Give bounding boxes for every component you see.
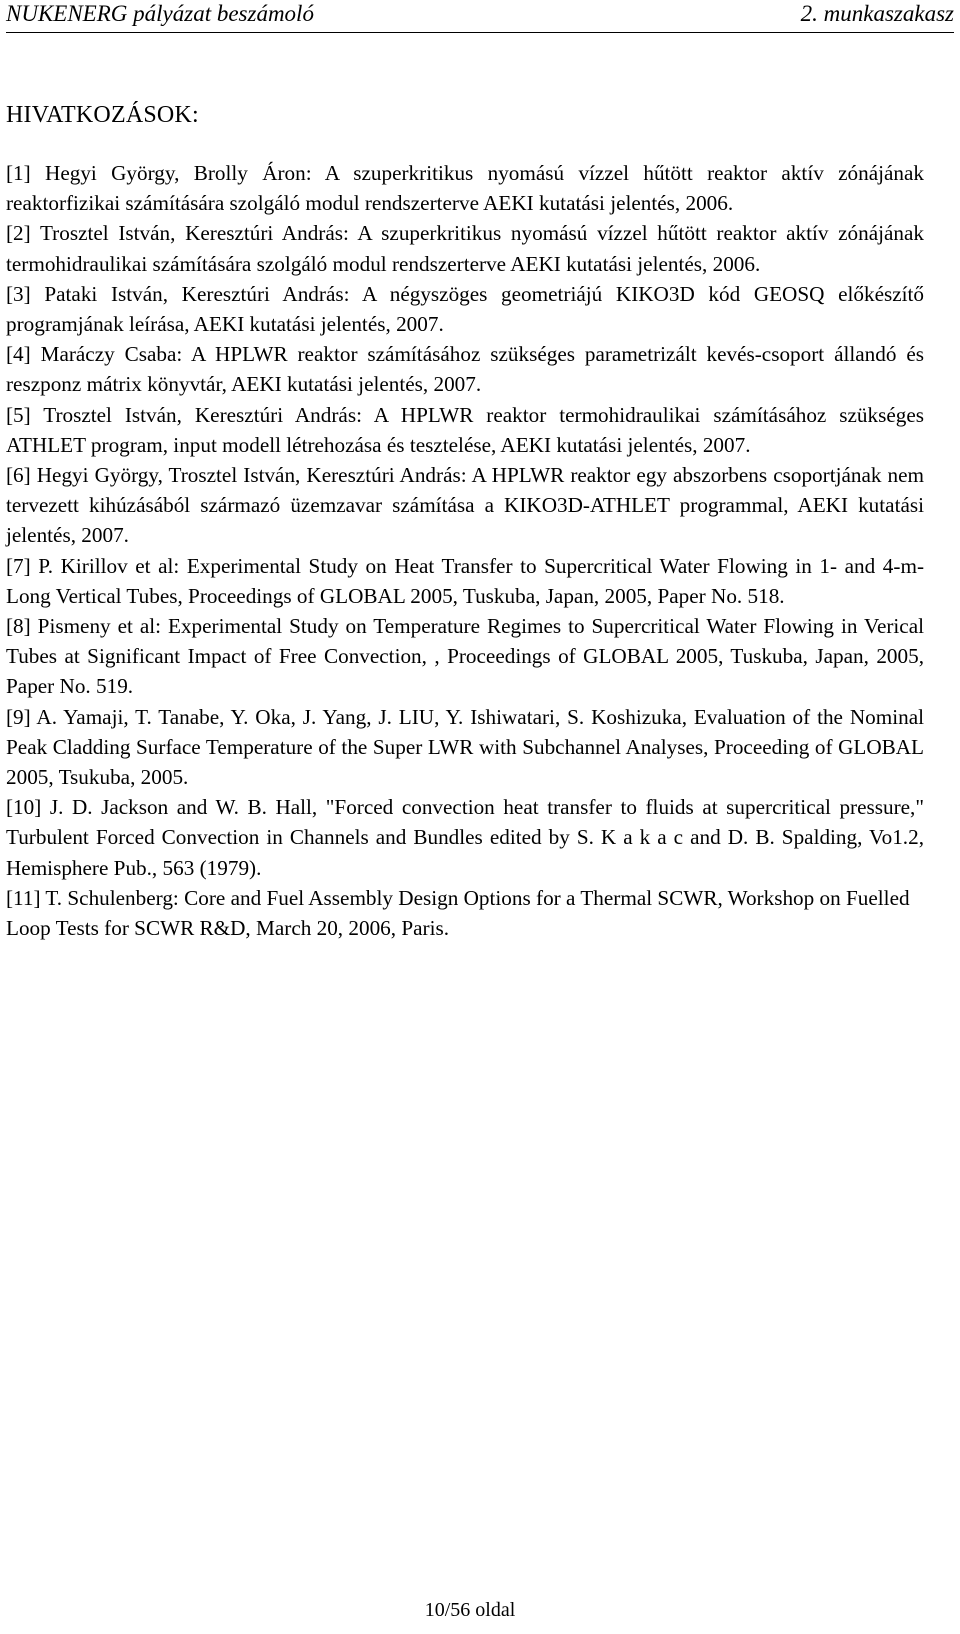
reference-item-3: [3] Pataki István, Keresztúri András: A négyszöges geometriájú KIKO3D kód GEOSQ előkészítő programjának leírása, AEKI kutatási jelentés, 2007. (6, 281, 924, 337)
header-right-title: 2. munkaszakasz (800, 1, 954, 26)
references-heading: HIVATKOZÁSOK: (6, 102, 199, 128)
reference-item-7: [7] P. Kirillov et al: Experimental Study on Heat Transfer to Supercritical Water Flowing in 1- and 4-m-Long Vertical Tubes, Proceedings of GLOBAL 2005, Tuskuba, Japan, 2005, Paper No. 518. (6, 553, 924, 608)
reference-item-6: [6] Hegyi György, Trosztel István, Keresztúri András: A HPLWR reaktor egy abszorbens csoportjának nem tervezett kihúzásából származó üzemzavar számítása a KIKO3D-ATHLET programmal, AEKI kutatási jelentés, 2007. (6, 463, 924, 548)
reference-item-5: [5] Trosztel István, Keresztúri András: A HPLWR reaktor termohidraulikai számításához szükséges ATHLET program, input modell létrehozása és tesztelése, AEKI kutatási jelentés, 2007. (6, 402, 924, 457)
reference-item-4: [4] Maráczy Csaba: A HPLWR reaktor számításához szükséges parametrizált kevés-csoport állandó és reszponz mátrix könyvtár, AEKI kutatási jelentés, 2007. (6, 342, 924, 397)
reference-item-2: [2] Trosztel István, Keresztúri András: A szuperkritikus nyomású vízzel hűtött reaktor aktív zónájának termohidraulikai számítására szolgáló modul rendszerterve AEKI kutatási jelentés, 2006. (6, 221, 924, 276)
references-list (6, 158, 924, 943)
reference-item-11: [11] T. Schulenberg: Core and Fuel Assembly Design Options for a Thermal SCWR, Workshop on Fuelled Loop Tests for SCWR R&D, March 20, 2006, Paris. (6, 885, 910, 941)
header-left-title: NUKENERG pályázat beszámoló (6, 1, 314, 26)
page-number-footer: 10/56 oldal (424, 1599, 516, 1621)
reference-item-9: [9] A. Yamaji, T. Tanabe, Y. Oka, J. Yang, J. LIU, Y. Ishiwatari, S. Koshizuka, Evaluation of the Nominal Peak Cladding Surface Temperature of the Super LWR with Subchannel Analyses, Proceeding of GLOBAL 2005, Tsukuba, 2005. (6, 704, 924, 790)
reference-item-8: [8] Pismeny et al: Experimental Study on Temperature Regimes to Supercritical Water Flowing in Verical Tubes at Significant Impact of Free Convection, , Proceedings of GLOBAL 2005, Tuskuba, Japan, 2005, Paper No. 519. (6, 614, 924, 699)
page-header (6, 0, 954, 33)
reference-item-10: [10] J. D. Jackson and W. B. Hall, "Forced convection heat transfer to fluids at supercritical pressure," Turbulent Forced Convection in Channels and Bundles edited by S. K a k a c and D. B. Spalding, Vo1.2, Hemisphere Pub., 563 (1979). (6, 795, 924, 880)
reference-item-1: [1] Hegyi György, Brolly Áron: A szuperkritikus nyomású vízzel hűtött reaktor aktív zónájának reaktorfizikai számítására szolgáló modul rendszerterve AEKI kutatási jelentés, 2006. (6, 161, 924, 216)
